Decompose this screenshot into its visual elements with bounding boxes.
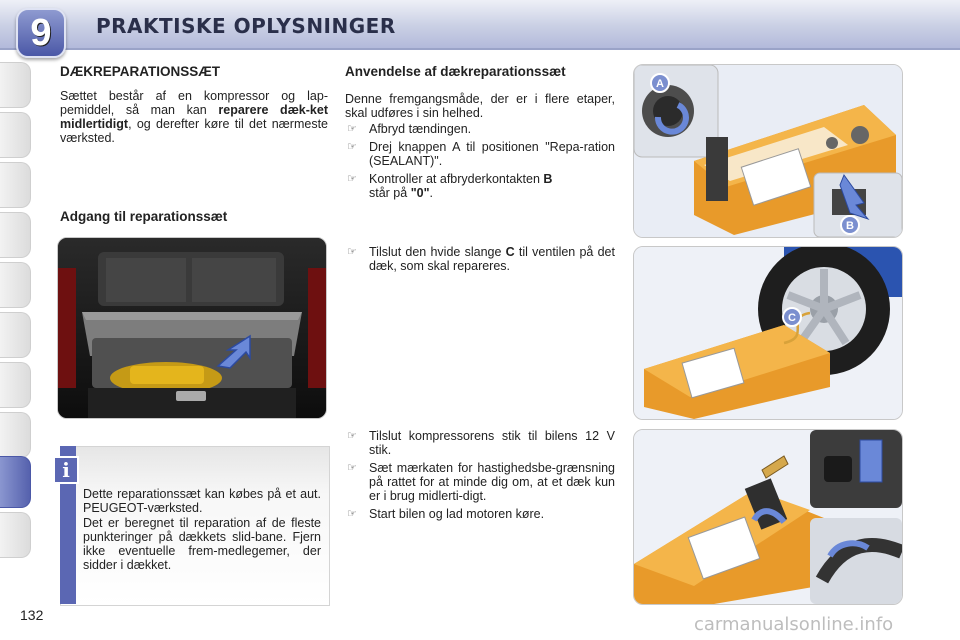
- side-tab[interactable]: [0, 412, 31, 458]
- label-a: A: [656, 78, 664, 90]
- watermark: carmanualsonline.info: [694, 614, 894, 635]
- steps-list-3: [345, 429, 615, 525]
- side-tab[interactable]: [0, 162, 31, 208]
- step-item: ☞ Start bilen og lad motoren køre.: [347, 507, 545, 521]
- side-tab[interactable]: [0, 362, 31, 408]
- step-item: ☞ Tilslut den hvide slange C til ventilen på det dæk, som skal repareres.: [347, 245, 615, 273]
- compressor-knob-illustration: [633, 64, 903, 238]
- socket-sticker-illustration: [633, 429, 903, 605]
- step-item: ☞ Drej knappen A til positionen "Repa-ration (SEALANT)".: [347, 140, 615, 168]
- step-item: ☞ Sæt mærkaten for hastighedsbe-grænsning på rattet for at minde dig om, at et dæk kun er i brug midlerti-digt.: [347, 461, 615, 503]
- side-tab-active[interactable]: [0, 456, 31, 508]
- page-header: [0, 0, 960, 54]
- access-heading: Adgang til reparationssæt: [60, 209, 228, 224]
- side-tab[interactable]: [0, 512, 31, 558]
- header-title: PRAKTISKE OPLYSNINGER: [96, 14, 396, 38]
- pointing-hand-icon: ☞: [347, 508, 357, 520]
- page-number: 132: [20, 607, 44, 623]
- side-tab[interactable]: [0, 62, 31, 108]
- usage-intro: Denne fremgangsmåde, der er i flere etaper, skal udføres i sin helhed.: [345, 92, 615, 120]
- usage-heading: Anvendelse af dækreparationssæt: [345, 64, 566, 79]
- section-heading: DÆKREPARATIONSSÆT: [60, 64, 221, 79]
- pointing-hand-icon: ☞: [347, 141, 357, 153]
- pointing-hand-icon: ☞: [347, 173, 357, 185]
- pointing-hand-icon: ☞: [347, 462, 357, 474]
- steps-list-2: [345, 245, 615, 277]
- pointing-hand-icon: ☞: [347, 430, 357, 442]
- step-item: ☞ Tilslut kompressorens stik til bilens 12 V stik.: [347, 429, 615, 457]
- tire-hose-illustration: [633, 246, 903, 420]
- trunk-photo: [57, 237, 327, 419]
- info-paragraph-1: Dette reparationssæt kan købes på et aut. PEUGEOT-værksted.: [83, 487, 321, 515]
- chapter-badge: 9: [16, 8, 66, 58]
- label-b: B: [846, 220, 854, 232]
- step-item: ☞ Afbryd tændingen.: [347, 122, 472, 136]
- side-tab[interactable]: [0, 112, 31, 158]
- pointing-hand-icon: ☞: [347, 123, 357, 135]
- label-c: C: [788, 312, 796, 324]
- steps-list-1: [345, 122, 615, 204]
- step-item: ☞ Kontroller at afbryderkontakten B står på "0".: [347, 172, 553, 200]
- side-tab[interactable]: [0, 312, 31, 358]
- info-icon: i: [53, 456, 79, 484]
- info-paragraph-2: Det er beregnet til reparation af de fleste punkteringer på dækkets slid-bane. Fjern ikke eventuelle frem-medlegemer, der sidder i dækket.: [83, 516, 321, 572]
- side-tab[interactable]: [0, 262, 31, 308]
- intro-paragraph: Sættet består af en kompressor og lap-pemiddel, så man kan reparere dæk-ket midlertidigt, og derefter køre til det nærmeste værksted.: [60, 89, 328, 145]
- side-tab[interactable]: [0, 212, 31, 258]
- pointing-hand-icon: ☞: [347, 246, 357, 258]
